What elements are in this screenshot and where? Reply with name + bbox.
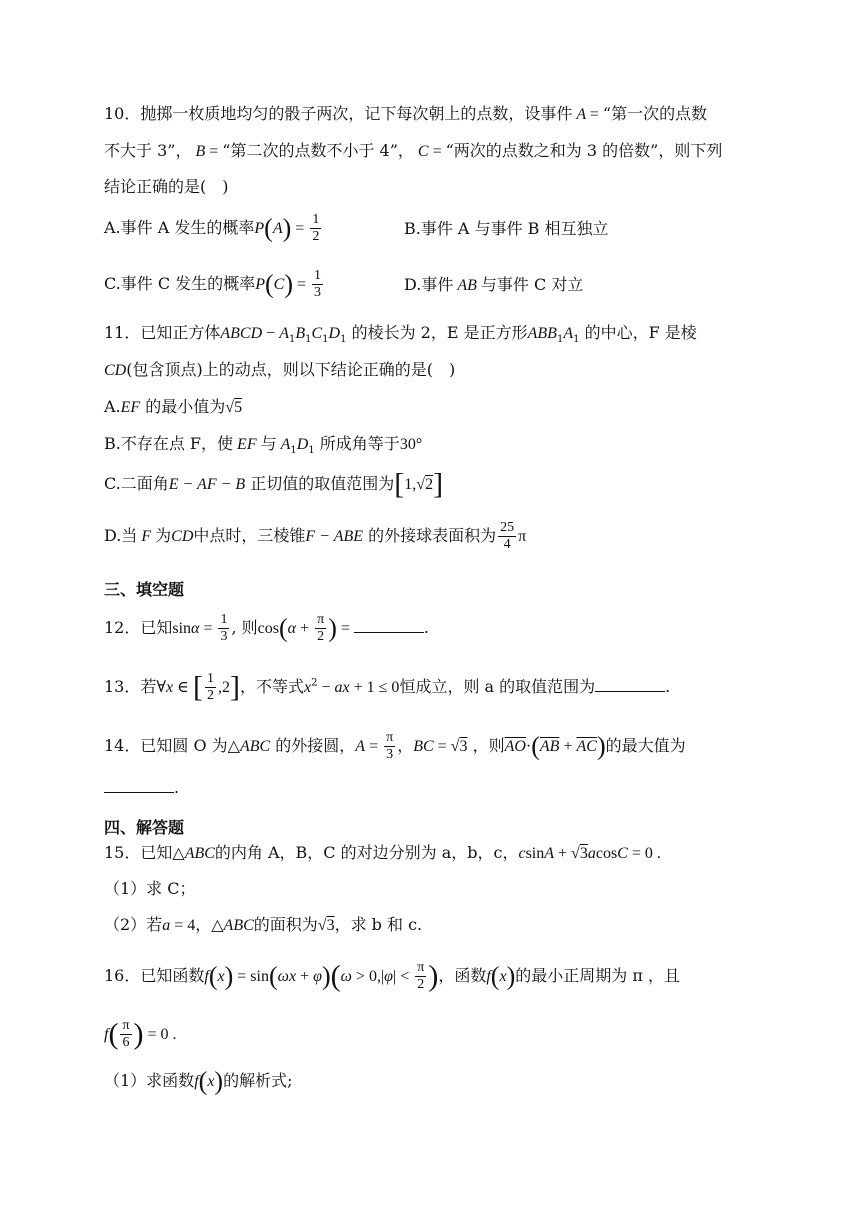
q11-text: 11．已知正方体: [104, 323, 221, 342]
answer-blank[interactable]: [595, 677, 665, 692]
fraction-pi-6: $\frac{\pi}{6}$: [122, 1018, 130, 1050]
q12-text-2: , 则: [231, 618, 258, 637]
q13-text-2: ，不等式: [239, 677, 304, 696]
q11-option-d-text-4: 的外接球表面积为: [368, 526, 497, 545]
q10-option-a: A.事件 A 发生的概率P(A) = $\frac{1}{2}$: [104, 212, 320, 244]
q11-option-a: A.EF 的最小值为√5: [104, 397, 243, 416]
q15-line: 15．已知△ABC的内角 A，B，C 的对边分别为 a，b，c，csinA + √3acosC = 0 .: [104, 843, 661, 862]
q15-part2-text-2: 的面积为: [253, 915, 318, 934]
q11-text-3: 的中心，F 是棱: [584, 323, 697, 342]
q12-text: 12．已知: [104, 618, 173, 637]
q10-option-a-text: A.事件 A 发生的概率: [104, 218, 255, 237]
section-fill-in-title: 三、填空题: [104, 580, 185, 599]
q13-end: .: [665, 677, 671, 696]
q10-event-b: “第二次的点数不小于 4”，: [222, 141, 414, 160]
answer-blank[interactable]: [354, 618, 424, 633]
q16-text-2: ，函数: [438, 966, 487, 985]
q11-option-a-text: 的最小值为: [145, 397, 226, 416]
q10-event-c: “两次的点数之和为 3 的倍数”，则下列: [445, 141, 723, 160]
q14-text-3: ，则: [472, 736, 505, 755]
q10-line2: 不大于 3”， B = “第二次的点数不小于 4”， C = “两次的点数之和为 3 的倍数”，则下列: [104, 141, 723, 160]
q10-event-a: “第一次的点数: [602, 104, 708, 123]
q11-option-d-text-2: 为: [155, 526, 172, 545]
q16-part1-text: （1）求函数: [104, 1071, 195, 1090]
q11-option-c-text: C.二面角: [104, 474, 169, 493]
answer-blank[interactable]: [104, 778, 174, 793]
q13-line: 13．若∀x ∈ [ $\frac{1}{2}$ ,2]，不等式$x^2$ − ax + 1 ≤ 0恒成立，则 a 的取值范围为 .: [104, 670, 671, 704]
q11-option-a-label: A.: [104, 397, 121, 416]
q10-line1: 10．抛掷一枚质地均匀的骰子两次，记下每次朝上的点数，设事件 A = “第一次的点数: [104, 104, 708, 123]
q10-option-b-text: B.事件 A 与事件 B 相互独立: [404, 219, 609, 238]
q10-option-c-text: C.事件 C 发生的概率: [104, 274, 256, 293]
q11-text-2: 的棱长为 2，E 是正方形: [351, 323, 528, 342]
q15-part2: （2）若a = 4，△ABC的面积为√3，求 b 和 c.: [104, 915, 423, 934]
section-solve-title: 四、解答题: [104, 818, 185, 837]
q13-text-3: 恒成立，则 a 的取值范围为: [399, 677, 596, 696]
q16-part1-text-2: 的解析式;: [223, 1071, 293, 1090]
q15-part2-text: （2）若: [104, 915, 163, 934]
q11-option-c-text-2: 正切值的取值范围为: [250, 474, 395, 493]
fraction-1-2: $\frac{1}{2}$: [312, 212, 320, 244]
q16-text-3: 的最小正周期为 π ，且: [515, 966, 680, 985]
q14-text: 14．已知圆 O 为: [104, 736, 228, 755]
q11-stem-end: (包含顶点)上的动点，则以下结论正确的是( ): [126, 360, 456, 379]
q14-end: .: [174, 778, 180, 797]
q15-text: 15．已知: [104, 843, 173, 862]
q10-option-b: [404, 218, 609, 240]
q10-event-a-end: 不大于 3”，: [104, 141, 192, 160]
q15-part2-text-3: ，求 b 和 c.: [334, 915, 423, 934]
q16-text: 16．已知函数: [104, 966, 205, 985]
q11-option-b-text-3: 所成角等于: [319, 434, 400, 453]
q11-option-d-text-3: 中点时，三棱锥: [193, 526, 306, 545]
q14-line: 14．已知圆 O 为△ABC 的外接圆，A = $\frac{\pi}{3}$ ，BC = √3 ，则$\overline{AO}\cdot(\overline{AB} + \overline{AC})$的最大值为: [104, 730, 686, 762]
q15-text-2: 的内角 A，B，C 的对边分别为 a，b，c，: [214, 843, 519, 862]
q14-text-4: 的最大值为: [605, 736, 686, 755]
q14-line2: [104, 777, 179, 799]
q11-option-d: D.当 F 为CD中点时，三棱锥F − ABE 的外接球表面积为 $\frac{25}{4}$ π: [104, 520, 527, 552]
q14-text-2: 的外接圆，: [275, 736, 356, 755]
q11-option-b-text: B.不存在点 F，使: [104, 434, 234, 453]
q10-option-d-text: D.事件: [404, 275, 454, 294]
q15-part1: （1）求 C；: [104, 879, 196, 898]
q10-option-d-text-end: 与事件 C 对立: [480, 275, 584, 294]
q10-text: 10．抛掷一枚质地均匀的骰子两次，记下每次朝上的点数，设事件: [104, 104, 573, 123]
fraction-pi-2: $\frac{\pi}{2}$: [317, 612, 325, 644]
q13-text: 13．若: [104, 677, 157, 696]
fraction-1-2: $\frac{1}{2}$: [206, 671, 214, 703]
fraction-pi-2: $\frac{\pi}{2}$: [417, 960, 425, 992]
q16-line2: f( $\frac{\pi}{6}$ ) = 0 .: [104, 1017, 177, 1051]
q11-option-c: C.二面角E − AF − B 正切值的取值范围为[1,√2]: [104, 467, 444, 501]
q14-sep: ，: [397, 736, 414, 755]
q11-option-b-text-2: 与: [260, 434, 277, 453]
q11-option-b: B.不存在点 F，使 EF 与 $A_1D_1$ 所成角等于30°: [104, 434, 423, 457]
q10-stem-end: 结论正确的是( ): [104, 177, 229, 196]
fraction-pi-3: $\frac{\pi}{3}$: [386, 730, 394, 762]
fraction-25-4: $\frac{25}{4}$: [500, 520, 515, 552]
fraction-1-3: $\frac{1}{3}$: [314, 268, 322, 300]
q12-end: .: [423, 618, 429, 637]
q12-line: 12．已知sinα = $\frac{1}{3}$ , 则cos(α + $\frac{\pi}{2}$ ) = .: [104, 612, 429, 644]
q11-line2: CD(包含顶点)上的动点，则以下结论正确的是( ): [104, 360, 456, 379]
q10-option-c: C.事件 C 发生的概率P(C) = $\frac{1}{3}$: [104, 268, 322, 300]
q16-part1: （1）求函数f(x)的解析式;: [104, 1066, 293, 1096]
q11-line1: 11．已知正方体ABCD − $A_1B_1C_1D_1$ 的棱长为 2，E 是正方形$ABB_1A_1$ 的中心，F 是棱: [104, 323, 697, 346]
q15-sep: ，: [195, 915, 212, 934]
q10-line3: [104, 176, 229, 198]
fraction-1-3: $\frac{1}{3}$: [220, 612, 228, 644]
q10-option-d: D.事件 AB 与事件 C 对立: [404, 275, 584, 294]
q11-option-d-text: D.当: [104, 526, 138, 545]
q16-line1: 16．已知函数f(x) = sin(ωx + φ)(ω > 0,|φ| < $\frac{\pi}{2}$ )，函数f(x)的最小正周期为 π ，且: [104, 959, 680, 993]
